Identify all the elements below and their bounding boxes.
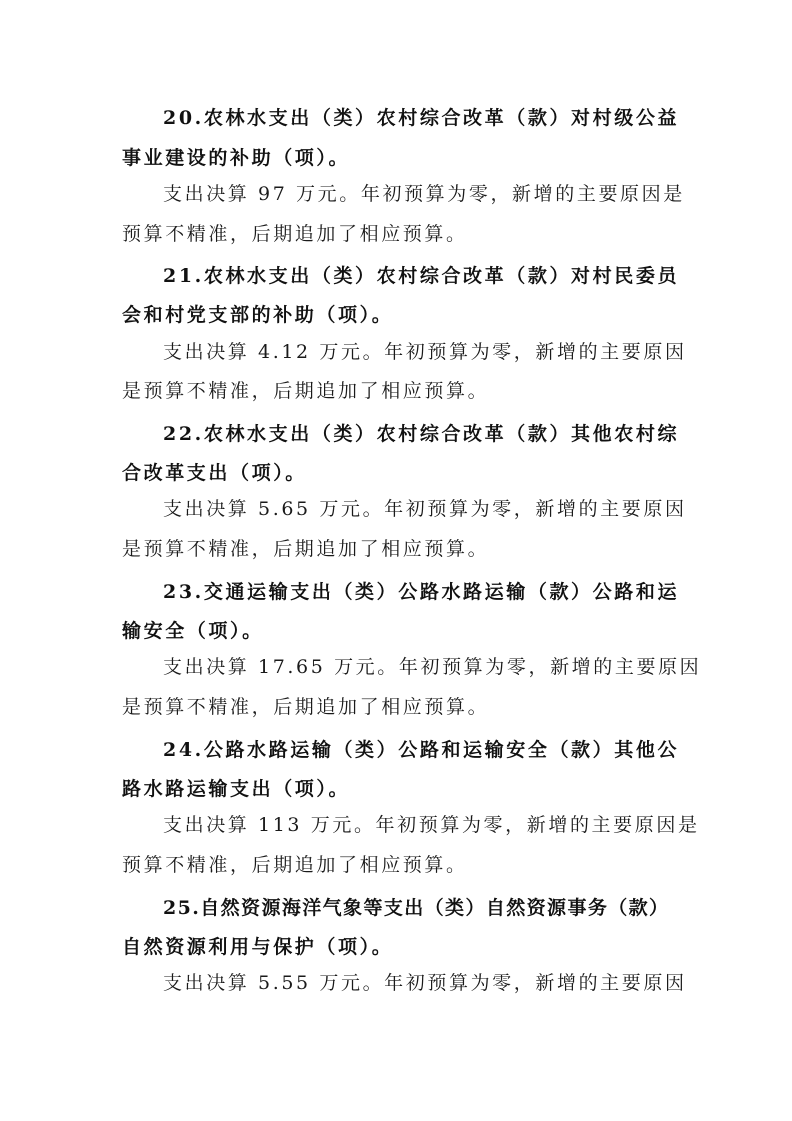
section-heading-continued: 事业建设的补助（项）。 (122, 147, 351, 169)
section-body: 支出决算 113 万元。年初预算为零，新增的主要原因是 (163, 814, 700, 836)
section-body: 支出决算 5.65 万元。年初预算为零，新增的主要原因 (163, 498, 687, 520)
section-heading: 21.农林水支出（类）农村综合改革（款）对村民委员 (163, 265, 680, 287)
section-heading-continued: 合改革支出（项）。 (122, 462, 307, 484)
section-heading-continued: 路水路运输支出（项）。 (122, 778, 351, 800)
section-body-continued: 是预算不精准，后期追加了相应预算。 (122, 380, 490, 402)
section-heading: 24.公路水路运输（类）公路和运输安全（款）其他公 (163, 739, 680, 761)
section-body-continued: 预算不精准，后期追加了相应预算。 (122, 223, 468, 245)
section-heading-continued: 会和村党支部的补助（项）。 (122, 304, 394, 326)
section-body-continued: 是预算不精准，后期追加了相应预算。 (122, 538, 490, 560)
section-body: 支出决算 5.55 万元。年初预算为零，新增的主要原因 (163, 972, 687, 994)
section-heading: 23.交通运输支出（类）公路水路运输（款）公路和运 (163, 581, 680, 603)
section-body: 支出决算 4.12 万元。年初预算为零，新增的主要原因 (163, 341, 687, 363)
section-body: 支出决算 97 万元。年初预算为零，新增的主要原因是 (163, 183, 685, 205)
section-body-continued: 是预算不精准，后期追加了相应预算。 (122, 696, 490, 718)
section-heading: 25.自然资源海洋气象等支出（类）自然资源事务（款） (163, 897, 670, 919)
section-body-continued: 预算不精准，后期追加了相应预算。 (122, 854, 468, 876)
section-heading: 22.农林水支出（类）农村综合改革（款）其他农村综 (163, 423, 680, 445)
section-heading-continued: 输安全（项）。 (122, 620, 264, 642)
section-body: 支出决算 17.65 万元。年初预算为零，新增的主要原因 (163, 656, 702, 678)
section-heading: 20.农林水支出（类）农村综合改革（款）对村级公益 (163, 107, 680, 129)
section-heading-continued: 自然资源利用与保护（项）。 (122, 936, 394, 958)
